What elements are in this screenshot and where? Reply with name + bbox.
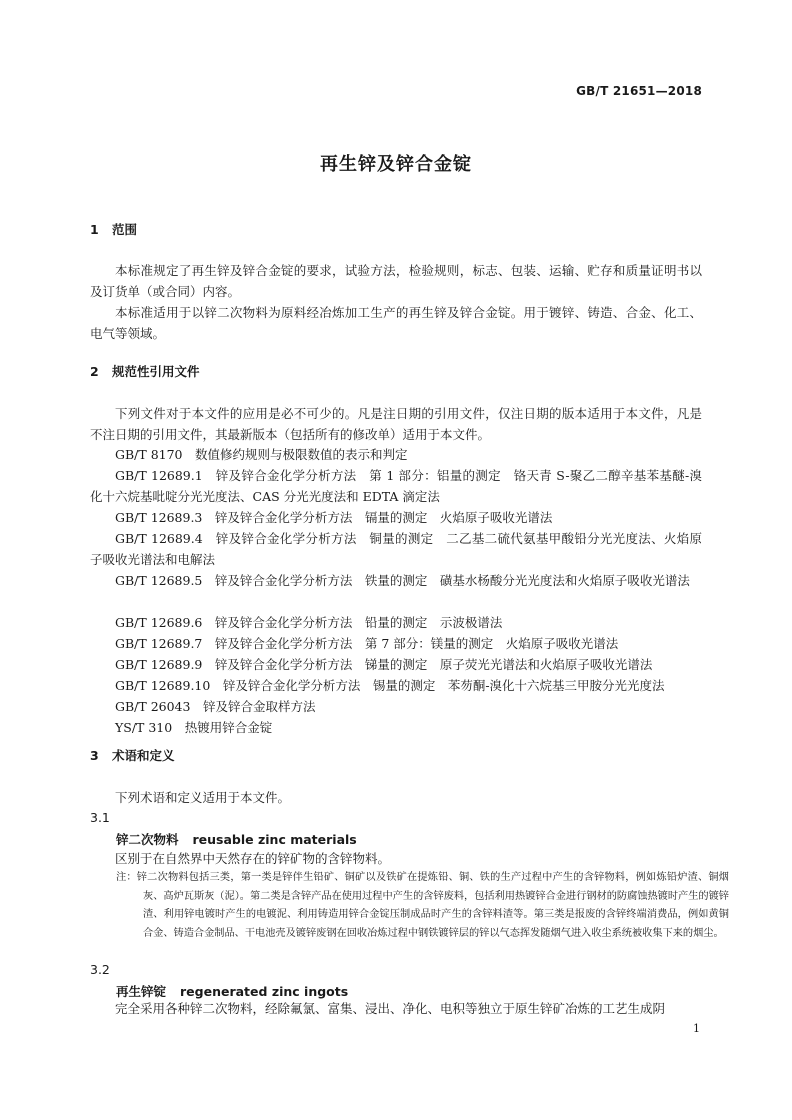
term-definition: 区别于在自然界中天然存在的锌矿物的含锌物料。 <box>115 851 391 866</box>
scope-paragraph-2: 本标准适用于以锌二次物料为原料经冶炼加工生产的再生锌及锌合金锭。用于镀锌、铸造、合金、化工、电气等领域。 <box>90 305 702 341</box>
scope-paragraph-1: 本标准规定了再生锌及锌合金锭的要求，试验方法，检验规则，标志、包装、运输、贮存和质量证明书以及订货单（或合同）内容。 <box>90 263 702 299</box>
reference-item: GB/T 12689.3 锌及锌合金化学分析方法 镉量的测定 火焰原子吸收光谱法 <box>115 510 553 525</box>
term-number: 3.2 <box>90 962 110 977</box>
section-2-heading <box>90 362 200 380</box>
section-number: 1 <box>90 222 99 237</box>
term-chinese: 再生锌锭 <box>116 984 167 999</box>
section-title: 术语和定义 <box>112 748 175 763</box>
reference-item: GB/T 12689.1 锌及锌合金化学分析方法 第 1 部分：铝量的测定 铬天青 S-聚乙二醇辛基苯基醚-溴化十六烷基吡啶分光光度法、CAS 分光光度法和 EDTA 滴定法 <box>90 468 702 504</box>
reference-item: GB/T 12689.6 锌及锌合金化学分析方法 铅量的测定 示波极谱法 <box>115 615 503 630</box>
section-number: 2 <box>90 364 99 379</box>
reference-item: GB/T 26043 锌及锌合金取样方法 <box>115 699 316 714</box>
reference-item: GB/T 12689.9 锌及锌合金化学分析方法 锑量的测定 原子荧光光谱法和火焰原子吸收光谱法 <box>115 657 653 672</box>
terms-intro: 下列术语和定义适用于本文件。 <box>115 790 291 805</box>
term-definition: 完全采用各种锌二次物料，经除氟氯、富集、浸出、净化、电积等独立于原生锌矿冶炼的工艺生成阴 <box>115 1001 666 1016</box>
section-title: 范围 <box>112 222 138 237</box>
document-title: 再生锌及锌合金锭 <box>320 154 472 175</box>
reference-item: GB/T 12689.4 锌及锌合金化学分析方法 铜量的测定 二乙基二硫代氨基甲酸铅分光光度法、火焰原子吸收光谱法和电解法 <box>90 531 702 567</box>
reference-item: GB/T 8170 数值修约规则与极限数值的表示和判定 <box>115 447 408 462</box>
page-number: 1 <box>693 1022 700 1035</box>
term-english: regenerated zinc ingots <box>180 984 349 999</box>
standard-code: GB/T 21651—2018 <box>576 84 702 98</box>
section-1-heading <box>90 220 137 238</box>
reference-item: GB/T 12689.5 锌及锌合金化学分析方法 铁量的测定 磺基水杨酸分光光度法和火焰原子吸收光谱法 <box>115 573 690 588</box>
reference-item: YS/T 310 热镀用锌合金锭 <box>115 720 273 735</box>
term-number: 3.1 <box>90 810 110 825</box>
references-intro: 下列文件对于本文件的应用是必不可少的。凡是注日期的引用文件，仅注日期的版本适用于本文件，凡是不注日期的引用文件，其最新版本（包括所有的修改单）适用于本文件。 <box>90 406 702 442</box>
term-english: reusable zinc materials <box>192 832 357 847</box>
section-number: 3 <box>90 748 99 763</box>
section-title: 规范性引用文件 <box>112 364 200 379</box>
section-3-heading <box>90 746 175 764</box>
reference-item: GB/T 12689.10 锌及锌合金化学分析方法 锡量的测定 苯芴酮-溴化十六烷基三甲胺分光光度法 <box>115 678 665 693</box>
reference-item: GB/T 12689.7 锌及锌合金化学分析方法 第 7 部分：镁量的测定 火焰原子吸收光谱法 <box>115 636 619 651</box>
term-entry <box>116 830 357 848</box>
term-note: 注：锌二次物料包括三类，第一类是锌伴生铅矿、铜矿以及铁矿在提炼铅、铜、铁的生产过程中产生的含锌物料，例如炼铅炉渣、铜烟灰、高炉瓦斯灰（泥）。第二类是含锌产品在使用过程中产生的含锌废料，包括利用热镀锌合金进行钢材的防腐蚀热镀时产生的镀锌渣、利用锌电镀时产生的电镀泥、利用铸造用锌合金锭压制成品时产生的含锌料渣等。第三类是报废的含锌终端消费品，例如黄铜合金、铸造合金制品、干电池壳及镀锌废钢在回收冶炼过程中钢铁镀锌层的锌以气态挥发随烟气进入收尘系统被收集下来的烟尘。 <box>116 872 729 939</box>
term-chinese: 锌二次物料 <box>116 832 179 847</box>
